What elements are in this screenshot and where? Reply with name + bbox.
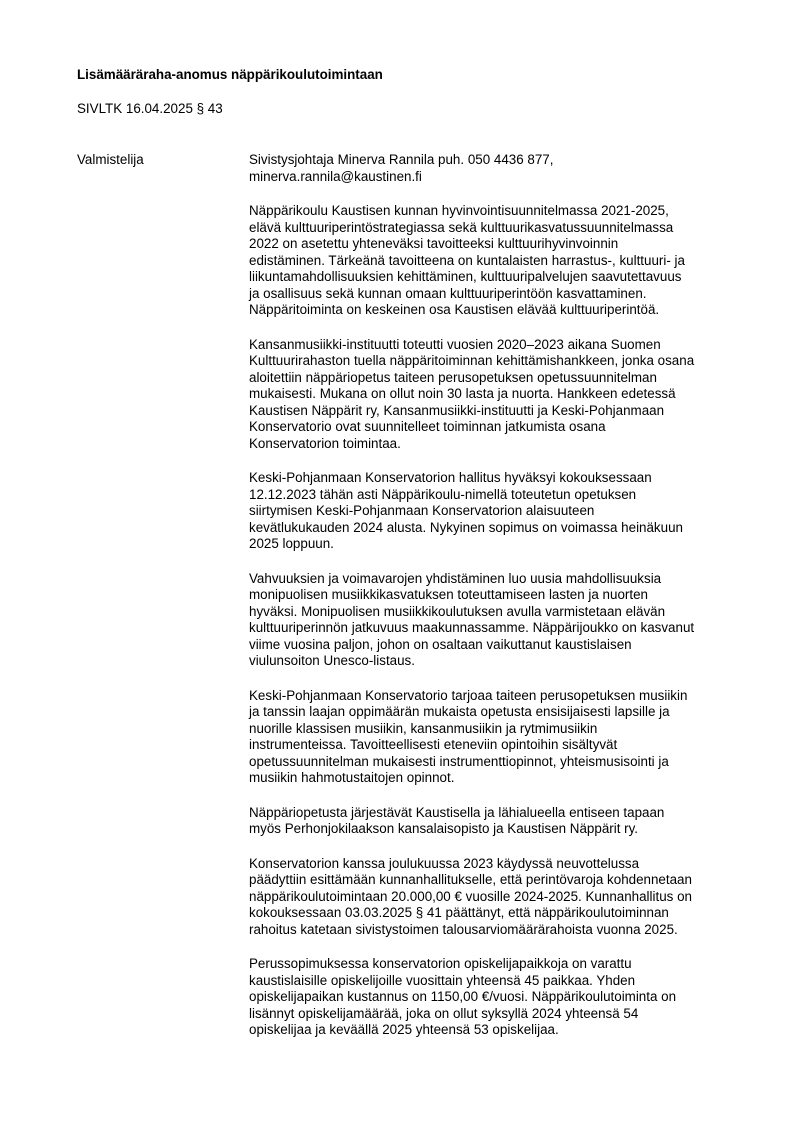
paragraph-line: opetussuunnitelman mukaisesti instrumenttiopinnot, yhteismusisointi ja xyxy=(249,753,669,769)
paragraph-line: lisännyt opiskelijamäärää, joka on ollut syksyllä 2024 yhteensä 54 xyxy=(249,1005,639,1021)
paragraph-line: hyväksi. Monipuolisen musiikkikoulutuksen avulla varmistetaan elävän xyxy=(249,603,666,619)
paragraph-line: näppärikoulutoimintaan 20.000,00 € vuosille 2024-2025. Kunnanhallitus on xyxy=(249,888,692,904)
body-paragraph xyxy=(249,688,749,787)
paragraph-line: 2025 loppuun. xyxy=(249,536,334,551)
paragraph-line: ja osallisuus sekä kunnan omaan kulttuuriperintöön kasvattaminen. xyxy=(249,285,647,301)
paragraph-line: Perussopimuksessa konservatorion opiskelijapaikkoja on varattu xyxy=(249,956,632,971)
paragraph-line: instrumenteissa. Tavoitteellisesti eteneviin opintoihin sisältyvät xyxy=(249,737,618,752)
meeting-reference: SIVLTK 16.04.2025 § 43 xyxy=(77,101,223,116)
paragraph-line: Kansanmusiikki-instituutti toteutti vuosien 2020–2023 aikana Suomen xyxy=(249,336,661,352)
paragraph-line: Kulttuurirahaston tuella näppäritoiminnan kehittämishankkeen, jonka osana xyxy=(249,353,695,368)
paragraph-line: nuorille klassisen musiikin, kansanmusiikin ja rytmimusiikin xyxy=(249,720,598,736)
paragraph-line: Sivistysjohtaja Minerva Rannila puh. 050 4436 877, xyxy=(249,152,554,167)
paragraph-line: Näppärikoulu Kaustisen kunnan hyvinvointisuunnitelmassa 2021-2025, xyxy=(249,203,669,218)
paragraph-line: kevätlukukauden 2024 alusta. Nykyinen sopimus on voimassa heinäkuun xyxy=(249,519,683,535)
paragraph-line: päädyttiin esittämään kunnanhallitukselle, että perintövaroja kohdennetaan xyxy=(249,872,692,887)
paragraph-line: mukaisesti. Mukana on ollut noin 30 lasta ja nuorta. Hankkeen edetessä xyxy=(249,386,676,401)
paragraph-line: myös Perhonjokilaakson kansalaisopisto ja Kaustisen Näppärit ry. xyxy=(249,821,639,836)
paragraph-line: Näppäriopetusta järjestävät Kaustisella ja lähialueella entiseen tapaan xyxy=(249,804,665,820)
paragraph-line: edistäminen. Tärkeänä tavoitteena on kuntalaisten harrastus-, kulttuuri- ja xyxy=(249,252,685,268)
paragraph-line: Konservatorion toimintaa. xyxy=(249,435,401,451)
paragraph-line: rahoitus katetaan sivistystoimen talousarviomäärärahoista vuonna 2025. xyxy=(249,921,678,937)
paragraph-line: musiikin hahmotustaitojen opinnot. xyxy=(249,770,455,785)
paragraph-line: Keski-Pohjanmaan Konservatorio tarjoaa taiteen perusopetuksen musiikin xyxy=(249,687,688,703)
paragraph-line: Konservatorio ovat suunnitelleet toiminnan jatkumista osana xyxy=(249,419,606,434)
paragraph-line: ja tanssin laajan oppimäärän mukaista opetusta ensisijaisesti lapsille ja xyxy=(249,704,670,719)
paragraph-line: kokouksessaan 03.03.2025 § 41 päättänyt, että näppärikoulutoiminnan xyxy=(249,905,669,920)
paragraph-line: kulttuuriperinnön jatkuvuus maakunnassamme. Näppärijoukko on kasvanut xyxy=(249,620,695,635)
paragraph-line: monipuolisen musiikkikasvatuksen toteuttamiseen lasten ja nuorten xyxy=(249,587,648,602)
paragraph-line: minerva.rannila@kaustinen.fi xyxy=(249,168,422,184)
body-paragraph xyxy=(249,856,749,939)
document-body xyxy=(249,152,749,1057)
paragraph-line: kaustislaisille opiskelijoille vuosittain yhteensä 45 paikkaa. Yhden xyxy=(249,972,636,988)
paragraph-line: viime vuosina paljon, johon on osaltaan vaikuttanut kaustislaisen xyxy=(249,636,632,652)
paragraph-line: Näppäritoiminta on keskeinen osa Kaustisen elävää kulttuuriperintöä. xyxy=(249,302,660,317)
paragraph-line: siirtymisen Keski-Pohjanmaan Konservatorion alaisuuteen xyxy=(249,503,595,518)
body-paragraph xyxy=(249,571,749,670)
paragraph-line: Konservatorion kanssa joulukuussa 2023 käydyssä neuvottelussa xyxy=(249,855,640,871)
paragraph-line: Keski-Pohjanmaan Konservatorion hallitus hyväksyi kokouksessaan xyxy=(249,470,652,485)
paragraph-line: viulunsoiton Unesco-listaus. xyxy=(249,653,415,668)
preparer-contact xyxy=(249,152,749,185)
paragraph-line: 2022 on asetettu yhteneväksi tavoitteeksi kulttuurihyvinvoinnin xyxy=(249,236,619,251)
body-paragraph xyxy=(249,805,749,838)
paragraph-line: opiskelijapaikan kustannus on 1150,00 €/vuosi. Näppärikoulutoiminta on xyxy=(249,989,677,1004)
preparer-label: Valmistelija xyxy=(77,152,144,167)
paragraph-line: Kaustisen Näppärit ry, Kansanmusiikki-instituutti ja Keski-Pohjanmaan xyxy=(249,402,665,418)
body-paragraph xyxy=(249,203,749,319)
paragraph-line: elävä kulttuuriperintöstrategiassa sekä kulttuurikasvatussuunnitelmassa xyxy=(249,219,674,235)
document-title: Lisämääräraha-anomus näppärikoulutoimintaan xyxy=(77,67,383,82)
paragraph-line: 12.12.2023 tähän asti Näppärikoulu-nimellä toteutetun opetuksen xyxy=(249,486,637,502)
paragraph-line: opiskelijaa ja keväällä 2025 yhteensä 53 opiskelijaa. xyxy=(249,1022,559,1037)
paragraph-line: aloitettiin näppäriopetus taiteen perusopetuksen opetussuunnitelman xyxy=(249,369,657,385)
body-paragraph xyxy=(249,470,749,553)
body-paragraph xyxy=(249,337,749,453)
paragraph-line: liikuntamahdollisuuksien kehittäminen, kulttuuripalvelujen saavutettavuus xyxy=(249,269,682,284)
paragraph-line: Vahvuuksien ja voimavarojen yhdistäminen luo uusia mahdollisuuksia xyxy=(249,570,662,586)
body-paragraph xyxy=(249,956,749,1039)
